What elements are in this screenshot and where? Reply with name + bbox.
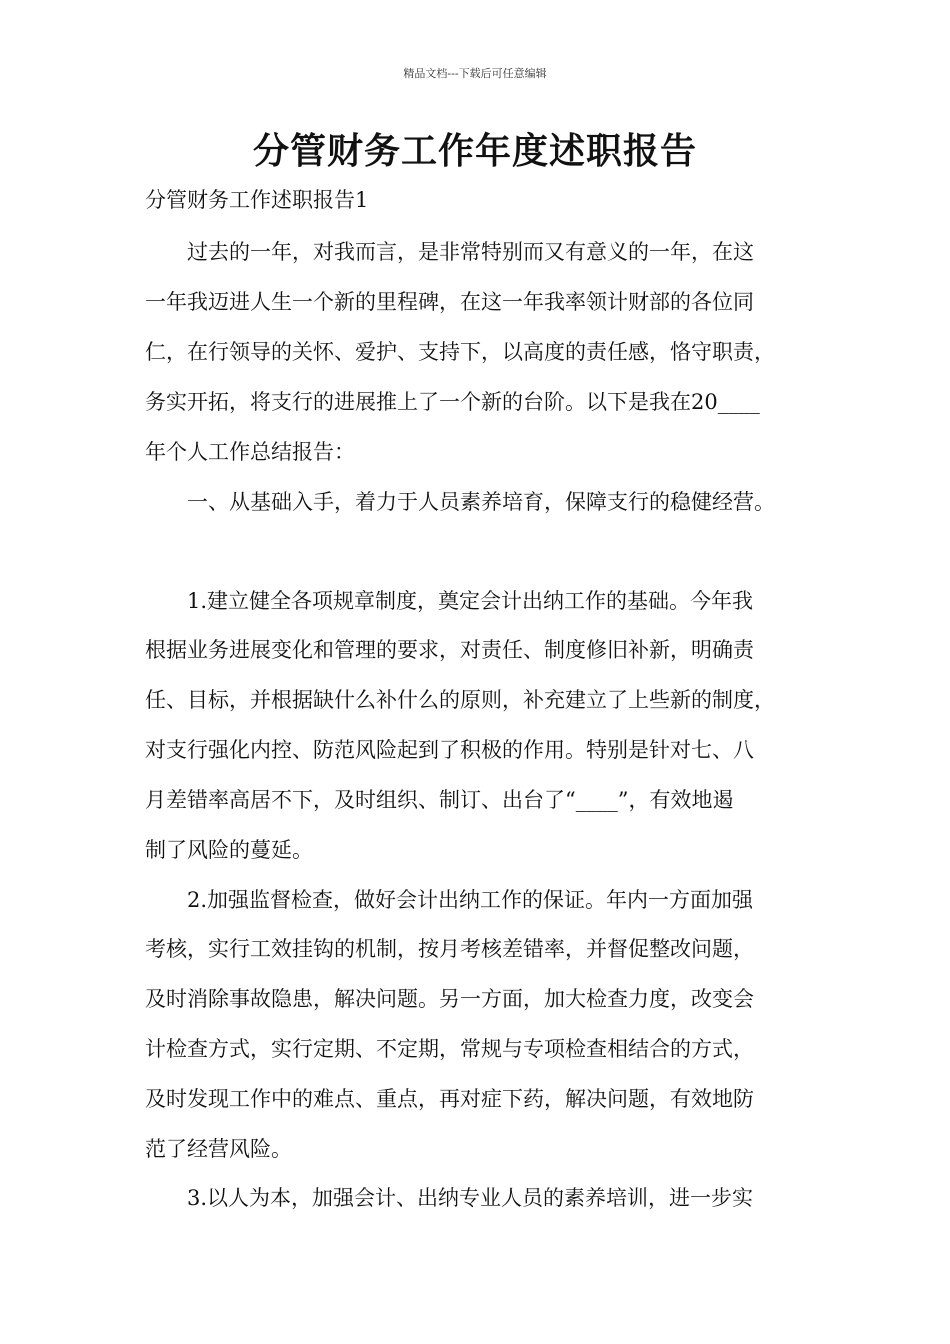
body-line: 考核，实行工效挂钩的机制，按月考核差错率，并督促整改问题， — [145, 937, 754, 961]
body-line: 计检查方式，实行定期、不定期，常规与专项检查相结合的方式， — [145, 1037, 754, 1061]
body-line: 对支行强化内控、防范风险起到了积极的作用。特别是针对七、八 — [145, 738, 754, 762]
section-heading: 一、从基础入手，着力于人员素养培育，保障支行的稳健经营。 — [145, 490, 775, 514]
body-line: 过去的一年，对我而言，是非常特别而又有意义的一年，在这 — [145, 240, 754, 264]
body-line: 一年我迈进人生一个新的里程碑，在这一年我率领计财部的各位同 — [145, 290, 754, 314]
body-line: 务实开拓，将支行的进展推上了一个新的台阶。以下是我在20____ — [145, 390, 760, 414]
body-line: 2.加强监督检查，做好会计出纳工作的保证。年内一方面加强 — [145, 888, 754, 912]
document-title: 分管财务工作年度述职报告 — [252, 131, 697, 172]
body-line: 根据业务进展变化和管理的要求，对责任、制度修旧补新，明确责 — [145, 638, 754, 662]
body-line: 及时消除事故隐患，解决问题。另一方面，加大检查力度，改变会 — [145, 987, 754, 1011]
body-line: 制了风险的蔓延。 — [145, 838, 313, 862]
body-line: 年个人工作总结报告： — [145, 440, 355, 464]
body-line: 及时发现工作中的难点、重点，再对症下药，解决问题，有效地防 — [145, 1087, 754, 1111]
section-subtitle: 分管财务工作述职报告1 — [145, 188, 369, 212]
body-line: 仁，在行领导的关怀、爱护、支持下，以高度的责任感，恪守职责， — [145, 340, 775, 364]
body-line: 任、目标，并根据缺什么补什么的原则，补充建立了上些新的制度， — [145, 688, 775, 712]
body-line: 范了经营风险。 — [145, 1137, 292, 1161]
body-line: 1.建立健全各项规章制度，奠定会计出纳工作的基础。今年我 — [145, 589, 754, 613]
body-line: 月差错率高居不下，及时组织、制订、出台了“____”，有效地遏 — [145, 788, 734, 812]
header-note: 精品文档---下载后可任意编辑 — [403, 67, 547, 80]
body-line: 3.以人为本，加强会计、出纳专业人员的素养培训，进一步实 — [145, 1186, 754, 1210]
